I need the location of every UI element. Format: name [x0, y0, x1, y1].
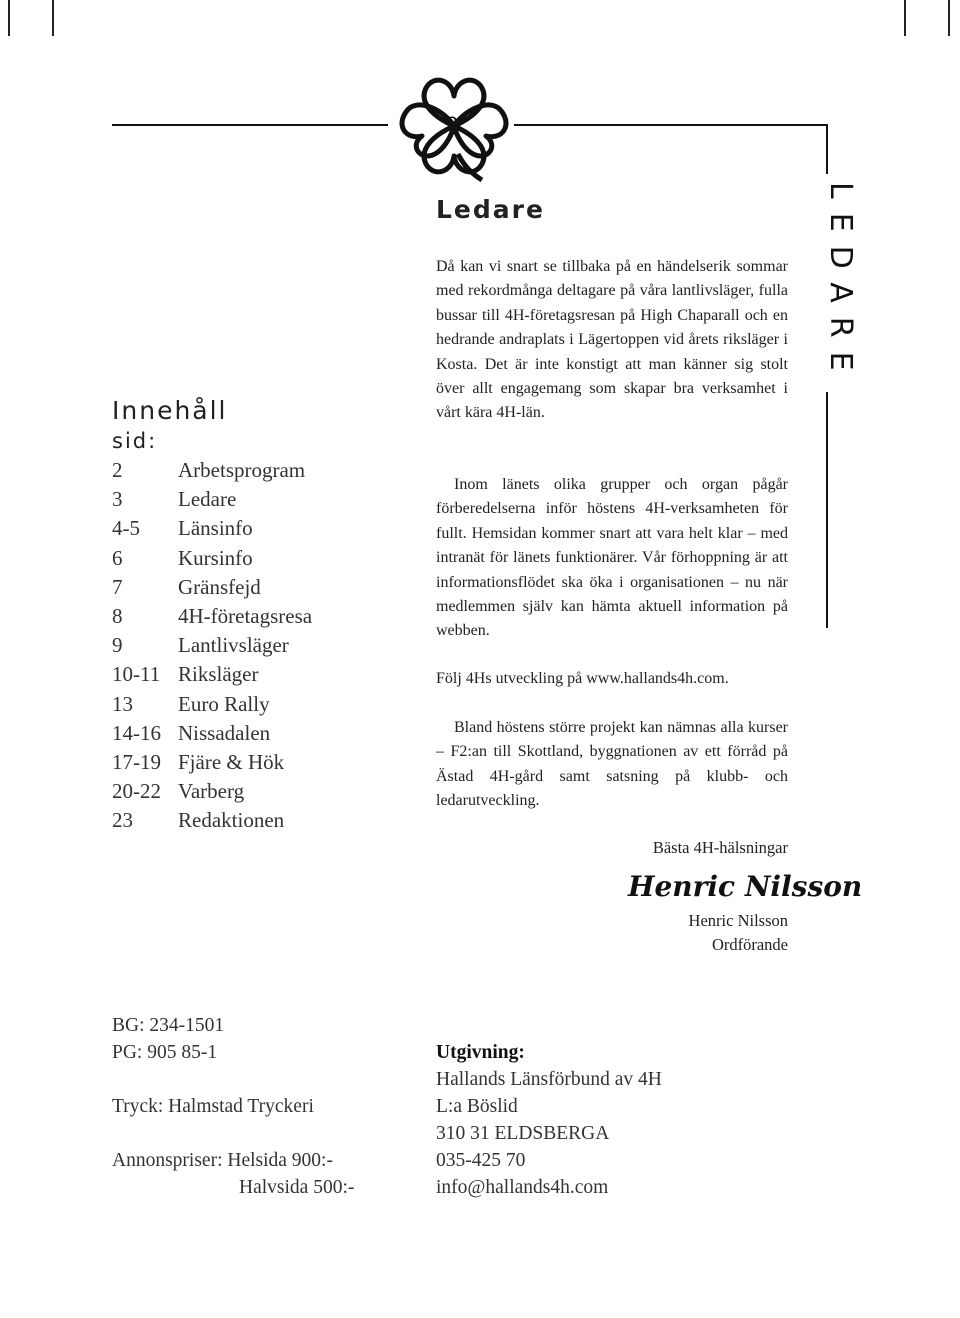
- author-role: Ordförande: [711, 935, 788, 954]
- article-paragraph: Då kan vi snart se tillbaka på en händelserik sommar med rekordmånga deltagare på våra lantlivsläger, fulla bussar till 4H-företagsresan på High Chaparall och en hedrande andraplats i Lägertoppen vid årets riksläger i Kosta. Det är inte konstigt att man känner sig stolt över allt engagemang som skapar bra verksamhet i vårt kära 4H-län.: [436, 258, 788, 422]
- toc-item: [112, 808, 372, 837]
- toc-page-range: 8: [112, 603, 123, 628]
- crop-mark: [904, 0, 906, 36]
- toc-item-title: Riksläger: [178, 662, 259, 687]
- crop-mark: [8, 0, 10, 36]
- author-name: Henric Nilsson: [688, 911, 788, 930]
- toc-page-range: 3: [112, 487, 123, 512]
- toc-item: [112, 604, 372, 633]
- toc-item-title: Lantlivsläger: [178, 633, 289, 658]
- signature-text: Henric Nilsson: [628, 870, 863, 903]
- address-line: L:a Böslid: [436, 1096, 518, 1117]
- toc-page-range: 7: [112, 574, 123, 599]
- toc-item: [112, 633, 372, 662]
- toc-item-title: Gränsfejd: [178, 574, 261, 599]
- phone-number: 035-425 70: [436, 1150, 526, 1171]
- printer: Tryck: Halmstad Tryckeri: [112, 1096, 314, 1117]
- toc-item: [112, 458, 372, 487]
- toc-subheading: sid:: [112, 429, 158, 453]
- signature-image: [626, 866, 863, 906]
- toc-item: [112, 546, 372, 575]
- postal-line: 310 31 ELDSBERGA: [436, 1123, 610, 1144]
- toc-item-title: Arbetsprogram: [178, 458, 306, 482]
- toc-heading: Innehåll: [112, 396, 228, 425]
- publisher-name: Hallands Länsförbund av 4H: [436, 1069, 662, 1090]
- ad-price-half: Halvsida 500:-: [239, 1177, 355, 1198]
- page-number: 3: [446, 113, 458, 136]
- toc-item-title: Länsinfo: [178, 516, 253, 541]
- toc-page-range: 9: [112, 633, 123, 658]
- toc-item-title: Redaktionen: [178, 808, 285, 833]
- toc-list: [112, 458, 372, 837]
- toc-page-range: 17-19: [112, 749, 161, 774]
- ad-price-full: Annonspriser: Helsida 900:-: [112, 1150, 333, 1171]
- toc-item: [112, 487, 372, 516]
- toc-item-title: Kursinfo: [178, 545, 253, 570]
- article-title: Ledare: [436, 195, 545, 224]
- crop-mark: [52, 0, 54, 36]
- toc-page-range: 6: [112, 545, 123, 570]
- header-rule-right: [514, 124, 828, 126]
- toc-item: [112, 575, 372, 604]
- article-paragraph: Bland höstens större projekt kan nämnas alla kurser – F2:an till Skottland, byggnationen av ett förråd på Ästad 4H-gård samt satsning på klubb- och ledarutveckling.: [436, 719, 788, 810]
- toc-page-range: 4-5: [112, 516, 140, 541]
- crop-mark: [948, 0, 950, 36]
- toc-item-title: Euro Rally: [178, 691, 270, 716]
- article-paragraph: Följ 4Hs utveckling på www.hallands4h.com.: [436, 670, 729, 687]
- greeting: Bästa 4H-hälsningar: [652, 838, 788, 857]
- email-address: info@hallands4h.com: [436, 1177, 609, 1198]
- toc-item-title: Fjäre & Hök: [178, 749, 285, 774]
- toc-page-range: 2: [112, 458, 123, 482]
- toc-item-title: Nissadalen: [178, 720, 271, 745]
- publisher-heading: Utgivning:: [436, 1042, 525, 1063]
- toc-item: [112, 692, 372, 721]
- toc-item: [112, 779, 372, 808]
- toc-item: [112, 750, 372, 779]
- side-rule-bottom: [826, 392, 828, 628]
- toc-item-title: Ledare: [178, 487, 237, 512]
- toc-item: [112, 721, 372, 750]
- toc-item: [112, 662, 372, 691]
- side-rule-top: [826, 124, 828, 174]
- toc-page-range: 10-11: [112, 662, 161, 687]
- side-section-label: LEDARE: [823, 182, 858, 385]
- toc-item-title: Varberg: [178, 779, 245, 804]
- header-rule-left: [112, 124, 388, 126]
- toc-page-range: 13: [112, 691, 133, 716]
- toc-item-title: 4H-företagsresa: [178, 603, 313, 628]
- toc-page-range: 14-16: [112, 720, 161, 745]
- plusgiro: PG: 905 85-1: [112, 1042, 218, 1063]
- toc-page-range: 20-22: [112, 779, 161, 804]
- article-paragraph: Inom länets olika grupper och organ pågår förberedelserna inför höstens 4H-verksamheten för fullt. Hemsidan kommer snart att vara helt klar – med intranät för länets funktionärer. Vår förhoppning är att informationsflödet ska öka i organisationen – nu när medlemmen själv kan hämta aktuell information på webben.: [436, 476, 788, 640]
- bankgiro: BG: 234-1501: [112, 1015, 225, 1036]
- toc-item: [112, 516, 372, 545]
- toc-page-range: 23: [112, 808, 133, 833]
